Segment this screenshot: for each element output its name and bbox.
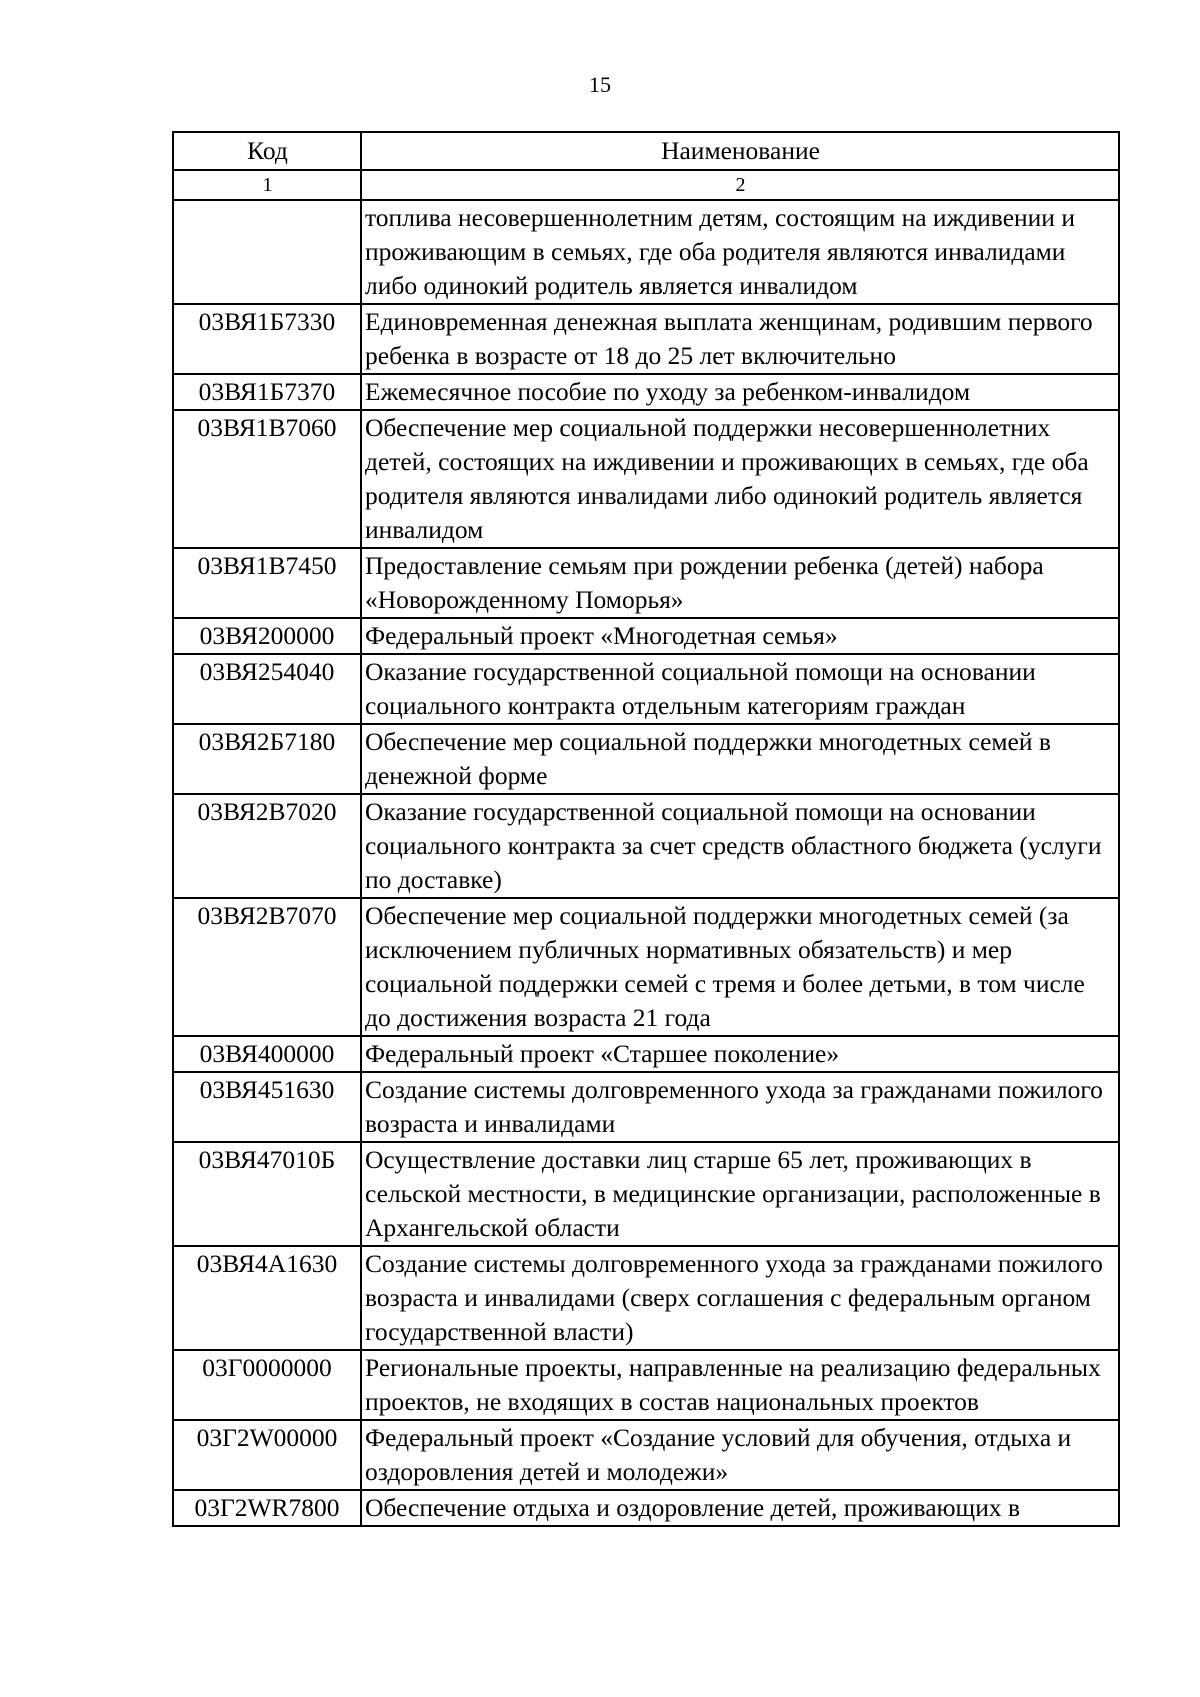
row-name: Федеральный проект «Старшее поколение»	[361, 1036, 1119, 1072]
column-number-row	[173, 170, 1119, 200]
table-row	[173, 374, 1119, 410]
row-code: 03Г2WR7800	[173, 1490, 361, 1526]
budget-codes-table	[172, 131, 1120, 1527]
row-code: 03ВЯ1В7450	[173, 548, 361, 618]
row-name: Осуществление доставки лиц старше 65 лет, проживающих в сельской местности, в медицинские организации, расположенные в Архангельской области	[361, 1142, 1119, 1246]
row-name: топлива несовершеннолетним детям, состоящим на иждивении и проживающим в семьях, где оба родителя являются инвалидами либо одинокий родитель является инвалидом	[361, 200, 1119, 304]
row-name: Единовременная денежная выплата женщинам, родившим первого ребенка в возрасте от 18 до 25 лет включительно	[361, 304, 1119, 374]
row-code: 03ВЯ451630	[173, 1072, 361, 1142]
table-row	[173, 898, 1119, 1036]
row-name: Региональные проекты, направленные на реализацию федеральных проектов, не входящих в состав национальных проектов	[361, 1350, 1119, 1420]
row-name: Обеспечение мер социальной поддержки многодетных семей в денежной форме	[361, 724, 1119, 794]
table-row	[173, 618, 1119, 654]
row-name: Создание системы долговременного ухода за гражданами пожилого возраста и инвалидами	[361, 1072, 1119, 1142]
table-row	[173, 410, 1119, 548]
row-name: Обеспечение отдыха и оздоровление детей, проживающих в	[361, 1490, 1119, 1526]
row-code: 03Г0000000	[173, 1350, 361, 1420]
row-name: Федеральный проект «Создание условий для обучения, отдыха и оздоровления детей и молодежи»	[361, 1420, 1119, 1490]
table-row	[173, 1490, 1119, 1526]
table-body	[173, 200, 1119, 1526]
row-name: Федеральный проект «Многодетная семья»	[361, 618, 1119, 654]
table-row	[173, 1036, 1119, 1072]
table-row	[173, 1072, 1119, 1142]
header-code: Код	[173, 132, 361, 170]
page-number: 15	[589, 72, 611, 97]
table-row	[173, 724, 1119, 794]
row-name: Предоставление семьям при рождении ребенка (детей) набора «Новорожденному Поморья»	[361, 548, 1119, 618]
row-code: 03ВЯ2В7070	[173, 898, 361, 1036]
row-code: 03ВЯ1Б7330	[173, 304, 361, 374]
row-code	[173, 200, 361, 304]
row-name: Обеспечение мер социальной поддержки многодетных семей (за исключением публичных нормативных обязательств) и мер социальной поддержки семей с тремя и более детьми, в том числе до достижения возраста 21 года	[361, 898, 1119, 1036]
header-name: Наименование	[361, 132, 1119, 170]
table-row	[173, 1246, 1119, 1350]
row-code: 03ВЯ4А1630	[173, 1246, 361, 1350]
table-header-row	[173, 132, 1119, 170]
row-name: Оказание государственной социальной помощи на основании социального контракта за счет средств областного бюджета (услуги по доставке)	[361, 794, 1119, 898]
row-code: 03Г2W00000	[173, 1420, 361, 1490]
column-number-1: 1	[173, 170, 361, 200]
row-name: Оказание государственной социальной помощи на основании социального контракта отдельным категориям граждан	[361, 654, 1119, 724]
row-code: 03ВЯ2Б7180	[173, 724, 361, 794]
row-code: 03ВЯ47010Б	[173, 1142, 361, 1246]
table-row	[173, 548, 1119, 618]
row-code: 03ВЯ254040	[173, 654, 361, 724]
table-row	[173, 200, 1119, 304]
table-row	[173, 794, 1119, 898]
table-row	[173, 1420, 1119, 1490]
row-code: 03ВЯ400000	[173, 1036, 361, 1072]
row-code: 03ВЯ1В7060	[173, 410, 361, 548]
column-number-2: 2	[361, 170, 1119, 200]
table-row	[173, 304, 1119, 374]
row-name: Ежемесячное пособие по уходу за ребенком-инвалидом	[361, 374, 1119, 410]
table-row	[173, 654, 1119, 724]
row-name: Обеспечение мер социальной поддержки несовершеннолетних детей, состоящих на иждивении и проживающих в семьях, где оба родителя являются инвалидами либо одинокий родитель является инвалидом	[361, 410, 1119, 548]
table-row	[173, 1350, 1119, 1420]
table-row	[173, 1142, 1119, 1246]
row-code: 03ВЯ200000	[173, 618, 361, 654]
row-code: 03ВЯ2В7020	[173, 794, 361, 898]
row-code: 03ВЯ1Б7370	[173, 374, 361, 410]
row-name: Создание системы долговременного ухода за гражданами пожилого возраста и инвалидами (сверх соглашения с федеральным органом государственной власти)	[361, 1246, 1119, 1350]
